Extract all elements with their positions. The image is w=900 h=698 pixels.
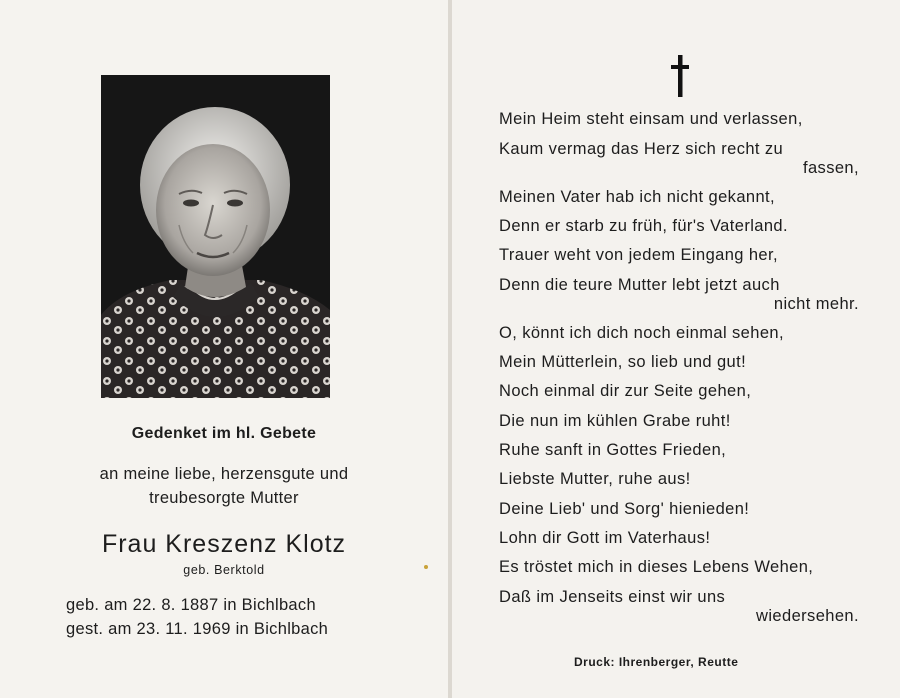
poem-line: Daß im Jenseits einst wir uns [499,588,726,606]
portrait-photo [101,75,330,398]
poem-line: Kaum vermag das Herz sich recht zu [499,140,784,158]
poem-line: Ruhe sanft in Gottes Frieden, [499,441,727,459]
poem-line: Mein Heim steht einsam und verlassen, [499,110,803,128]
paper-speck [424,565,428,569]
poem-line: nicht mehr. [773,295,859,313]
poem-line: Meinen Vater hab ich nicht gekannt, [499,188,776,206]
poem-line: wiedersehen. [756,607,859,625]
printer-credit: Druck: Ihrenberger, Reutte [574,655,739,669]
cross-icon [670,55,690,97]
poem-line: Mein Mütterlein, so lieb und gut! [499,353,747,371]
poem-line: Denn er starb zu früh, für's Vaterland. [499,217,788,235]
poem-line: Liebste Mutter, ruhe aus! [499,470,691,488]
poem-line: Trauer weht von jedem Eingang her, [499,246,778,264]
poem-line: O, könnt ich dich noch einmal sehen, [499,324,784,342]
poem-line: Es tröstet mich in dieses Lebens Wehen, [499,558,814,576]
poem-line: Deine Lieb' und Sorg' hienieden! [499,500,750,518]
poem-line: Lohn dir Gott im Vaterhaus! [499,529,711,547]
poem-line: fassen, [803,159,859,177]
death-date-line: gest. am 23. 11. 1969 in Bichlbach [66,620,329,638]
deceased-name: Frau Kreszenz Klotz [101,530,347,558]
dedication-line-2: treubesorgte Mutter [149,489,299,507]
poem-line: Die nun im kühlen Grabe ruht! [499,412,731,430]
birth-date-line: geb. am 22. 8. 1887 in Bichlbach [66,596,316,614]
poem-line: Noch einmal dir zur Seite gehen, [499,382,752,400]
dedication-line-1: an meine liebe, herzensgute und [99,465,349,483]
remembrance-heading: Gedenket im hl. Gebete [131,425,317,442]
maiden-name: geb. Berktold [183,563,265,577]
poem-line: Denn die teure Mutter lebt jetzt auch [499,276,780,294]
